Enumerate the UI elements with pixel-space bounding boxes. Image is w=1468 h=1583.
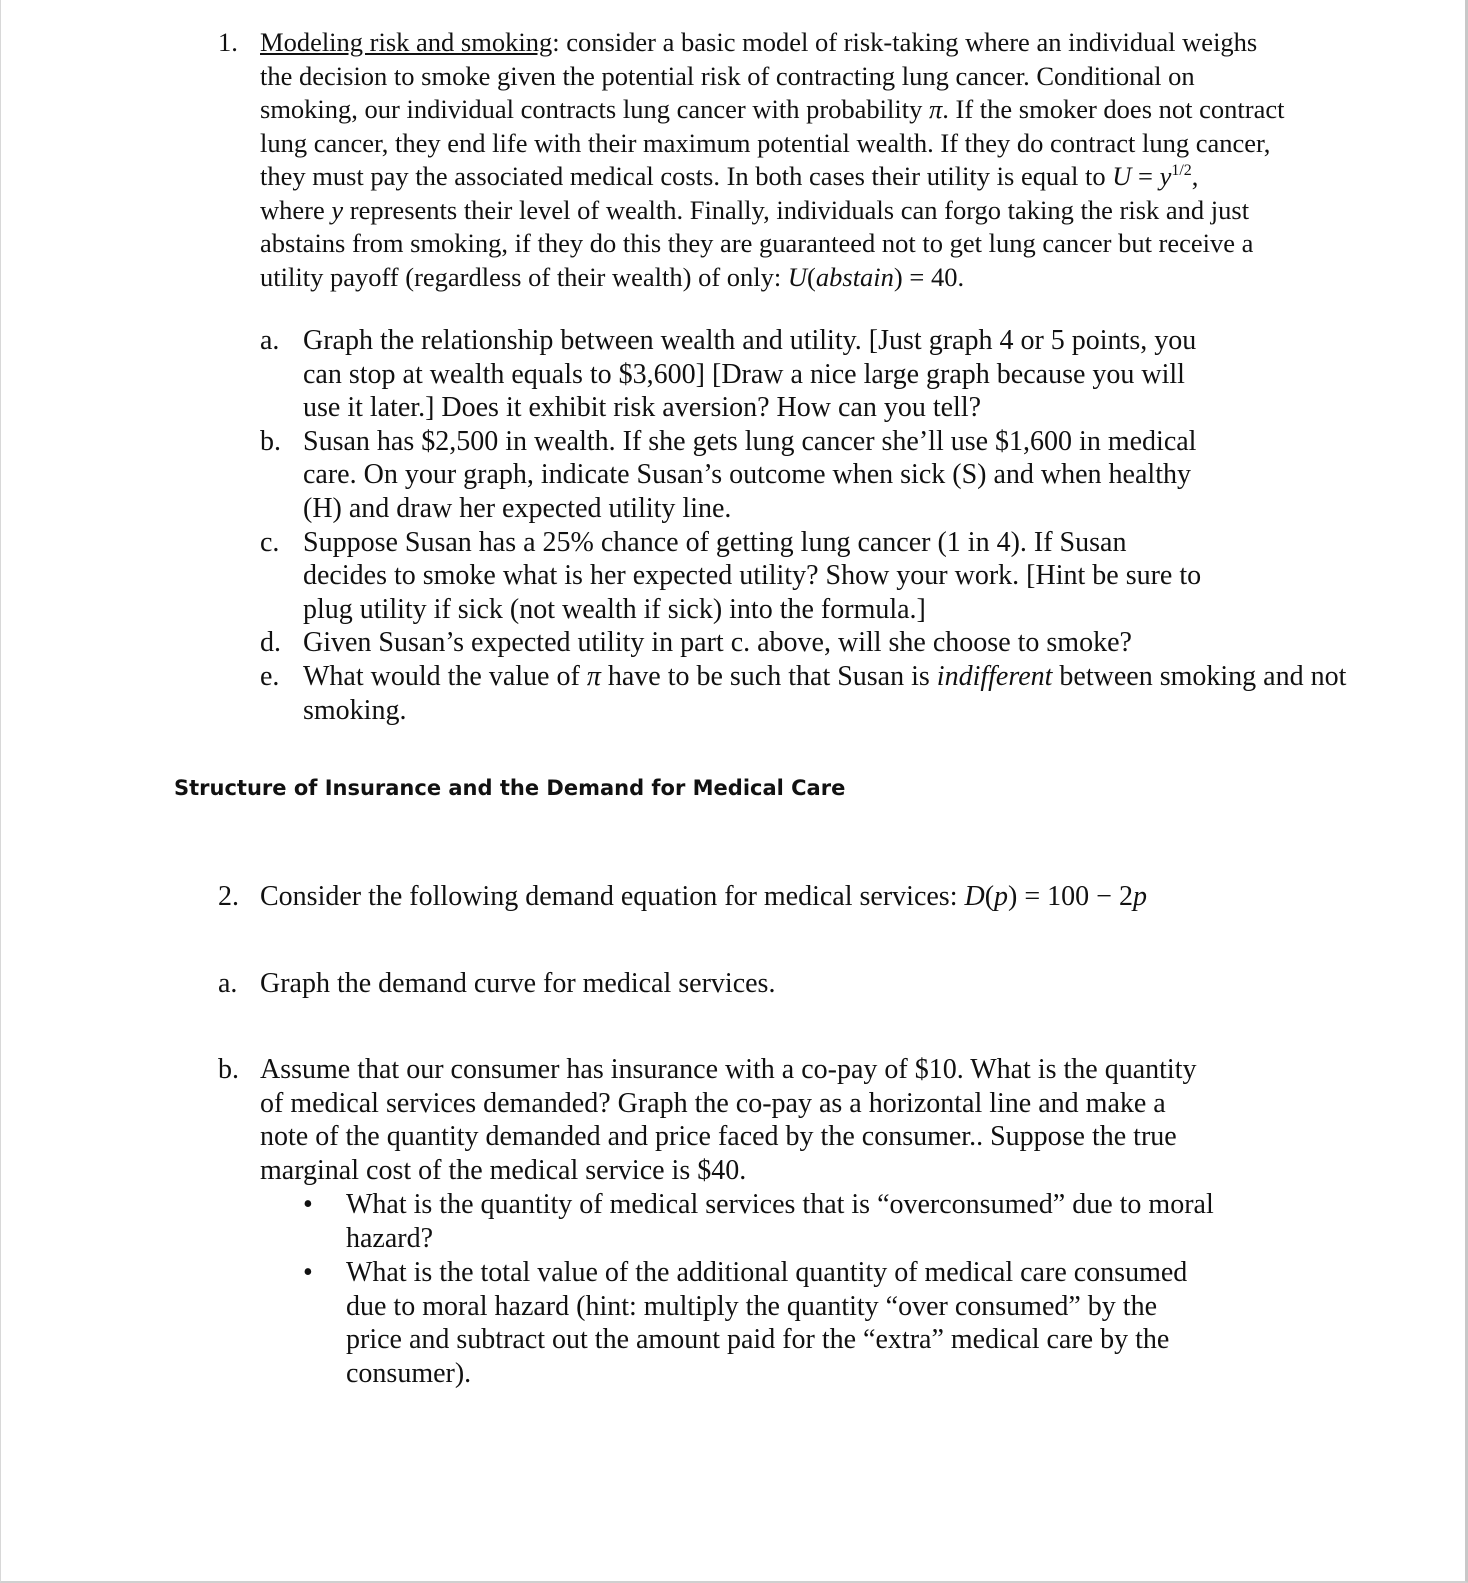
- text-segment: abstain: [815, 261, 894, 292]
- text-segment: price and subtract out the amount paid for the “extra” medical care by the: [346, 1324, 1170, 1356]
- text-line: [260, 967, 775, 1001]
- part-text: [303, 425, 1346, 526]
- text-segment: What is the quantity of medical services that is “overconsumed” due to moral: [346, 1189, 1214, 1220]
- text-segment: utility payoff (regardless of their wealth) of only:: [260, 261, 788, 292]
- part-label: a.: [260, 325, 280, 356]
- text-segment: can stop at wealth equals to $3,600] [Draw a nice large graph because you will: [303, 358, 1185, 390]
- text-segment: Assume that our consumer has insurance with a co-pay of $10. What is the quantity: [260, 1054, 1197, 1085]
- question-1-parts: [260, 324, 1346, 727]
- text-line: [346, 1357, 1214, 1391]
- text-line: [260, 1120, 1196, 1154]
- text-segment: marginal cost of the medical service is $40.: [260, 1154, 747, 1186]
- text-segment: note of the quantity demanded and price faced by the consumer.. Suppose the true: [260, 1121, 1177, 1153]
- question-2: [218, 880, 1147, 914]
- text-segment: smoking, our individual contracts lung cancer with probability: [260, 94, 929, 124]
- text-line: [260, 261, 1284, 295]
- text-segment: ) = 40.: [893, 261, 965, 292]
- text-segment: Graph the demand curve for medical services.: [260, 968, 776, 999]
- section-heading: Structure of Insurance and the Demand for Medical Care: [174, 776, 846, 800]
- text-segment: ,: [1191, 161, 1199, 191]
- text-segment: p: [1132, 881, 1147, 912]
- bullet-item: [303, 1256, 1214, 1390]
- text-segment: hazard?: [346, 1222, 434, 1254]
- question-2b: [218, 1053, 1196, 1187]
- text-line: [346, 1290, 1214, 1324]
- text-line: [260, 93, 1284, 127]
- sub-question-a: [260, 324, 1346, 425]
- text-line: [260, 227, 1284, 261]
- text-line: [260, 194, 1284, 228]
- text-line: [260, 1053, 1196, 1087]
- text-segment: plug utility if sick (not wealth if sick) into the formula.]: [303, 593, 926, 625]
- text-segment: . If the smoker does not contract: [942, 94, 1285, 124]
- bullet-text: [346, 1256, 1214, 1390]
- text-line: [346, 1323, 1214, 1357]
- text-segment: use it later.] Does it exhibit risk aversion? How can you tell?: [303, 392, 982, 424]
- text-line: [260, 60, 1284, 94]
- part-label: c.: [260, 526, 280, 558]
- text-line: [303, 492, 1346, 526]
- text-segment: =: [1131, 161, 1160, 191]
- part-text: [303, 660, 1346, 727]
- text-segment: D: [964, 881, 985, 912]
- text-line: [303, 391, 1346, 425]
- text-line: [303, 324, 1346, 358]
- text-line: [303, 458, 1346, 492]
- part-text: [303, 324, 1346, 425]
- text-segment: consumer).: [346, 1357, 472, 1389]
- text-segment: ) = 100 − 2: [1008, 881, 1133, 912]
- text-line: [260, 880, 1147, 914]
- text-line: [303, 694, 1346, 728]
- part-label: e.: [260, 660, 280, 692]
- part-label: d.: [260, 627, 281, 659]
- text-line: [303, 593, 1346, 627]
- bullet-icon: •: [303, 1257, 313, 1289]
- sub-question-d: [260, 626, 1346, 660]
- text-segment: (: [984, 881, 995, 912]
- text-segment: U: [787, 261, 808, 292]
- text-segment: they must pay the associated medical costs. In both cases their utility is equal to: [260, 161, 1113, 191]
- bullet-text: [346, 1188, 1214, 1255]
- sub-question-e: [260, 660, 1346, 727]
- bullet-item: [303, 1188, 1214, 1255]
- text-line: [303, 358, 1346, 392]
- text-line: [260, 160, 1284, 194]
- part-label: b.: [260, 425, 281, 457]
- part-label: a.: [218, 968, 238, 999]
- text-line: [303, 425, 1346, 459]
- sub-question-b: [260, 425, 1346, 526]
- text-line: [303, 626, 1346, 660]
- text-line: [346, 1188, 1214, 1222]
- text-line: [303, 559, 1346, 593]
- text-segment: p: [994, 881, 1009, 912]
- text-line: [260, 26, 1284, 60]
- text-segment: have to be such that Susan is: [600, 660, 937, 692]
- part-text: [260, 1053, 1196, 1187]
- text-segment: Suppose Susan has a 25% chance of getting lung cancer (1 in 4). If Susan: [303, 526, 1127, 558]
- question-number: 2.: [218, 881, 239, 912]
- question-2b-bullets: [303, 1188, 1214, 1391]
- text-segment: : consider a basic model of risk-taking where an individual weighs: [552, 27, 1258, 57]
- text-segment: Modeling risk and smoking: [260, 27, 553, 57]
- text-segment: Given Susan’s expected utility in part c. above, will she choose to smoke?: [303, 627, 1132, 659]
- text-line: [303, 526, 1346, 560]
- bullet-icon: •: [303, 1189, 313, 1220]
- text-segment: represents their level of wealth. Finally, individuals can forgo taking the risk and just: [343, 194, 1250, 225]
- text-segment: Graph the relationship between wealth and utility. [Just graph 4 or 5 points, you: [303, 325, 1197, 356]
- text-segment: Consider the following demand equation for medical services:: [260, 881, 965, 912]
- text-segment: What is the total value of the additional quantity of medical care consumed: [346, 1257, 1188, 1289]
- part-text: [260, 967, 775, 1001]
- text-segment: y: [331, 194, 344, 225]
- text-segment: indifferent: [936, 660, 1053, 692]
- text-segment: 1/2: [1171, 162, 1192, 180]
- text-line: [346, 1256, 1214, 1290]
- text-segment: (H) and draw her expected utility line.: [303, 492, 732, 524]
- text-line: [346, 1222, 1214, 1256]
- part-text: [303, 526, 1346, 627]
- text-segment: between smoking and not: [1052, 660, 1347, 692]
- text-line: [260, 1087, 1196, 1121]
- text-segment: π: [928, 94, 943, 124]
- text-segment: What would the value of: [303, 660, 587, 692]
- text-line: [260, 1154, 1196, 1188]
- text-segment: abstains from smoking, if they do this they are guaranteed not to get lung cancer but receive a: [260, 228, 1254, 258]
- text-segment: Susan has $2,500 in wealth. If she gets lung cancer she’ll use $1,600 in medical: [303, 425, 1197, 457]
- text-segment: care. On your graph, indicate Susan’s outcome when sick (S) and when healthy: [303, 459, 1191, 491]
- text-line: [260, 127, 1284, 161]
- question-1: [218, 26, 1284, 294]
- sub-question-c: [260, 526, 1346, 627]
- text-segment: π: [586, 660, 601, 692]
- text-segment: decides to smoke what is her expected utility? Show your work. [Hint be sure to: [303, 560, 1202, 592]
- part-label: b.: [218, 1054, 239, 1085]
- text-segment: U: [1112, 161, 1132, 191]
- text-segment: the decision to smoke given the potential risk of contracting lung cancer. Conditional on: [260, 60, 1195, 91]
- question-number: 1.: [218, 27, 238, 57]
- text-line: [303, 660, 1346, 694]
- question-2a: [218, 967, 775, 1001]
- part-text: [303, 626, 1346, 660]
- question-1-text: [260, 26, 1284, 294]
- question-2-text: [260, 880, 1147, 914]
- text-segment: where: [260, 194, 332, 225]
- text-segment: y: [1159, 161, 1172, 191]
- text-segment: (: [807, 261, 816, 292]
- text-segment: due to moral hazard (hint: multiply the quantity “over consumed” by the: [346, 1290, 1158, 1322]
- text-segment: of medical services demanded? Graph the co-pay as a horizontal line and make a: [260, 1087, 1166, 1119]
- text-segment: lung cancer, they end life with their maximum potential wealth. If they do contract lung cancer,: [260, 127, 1271, 158]
- text-segment: smoking.: [303, 694, 407, 726]
